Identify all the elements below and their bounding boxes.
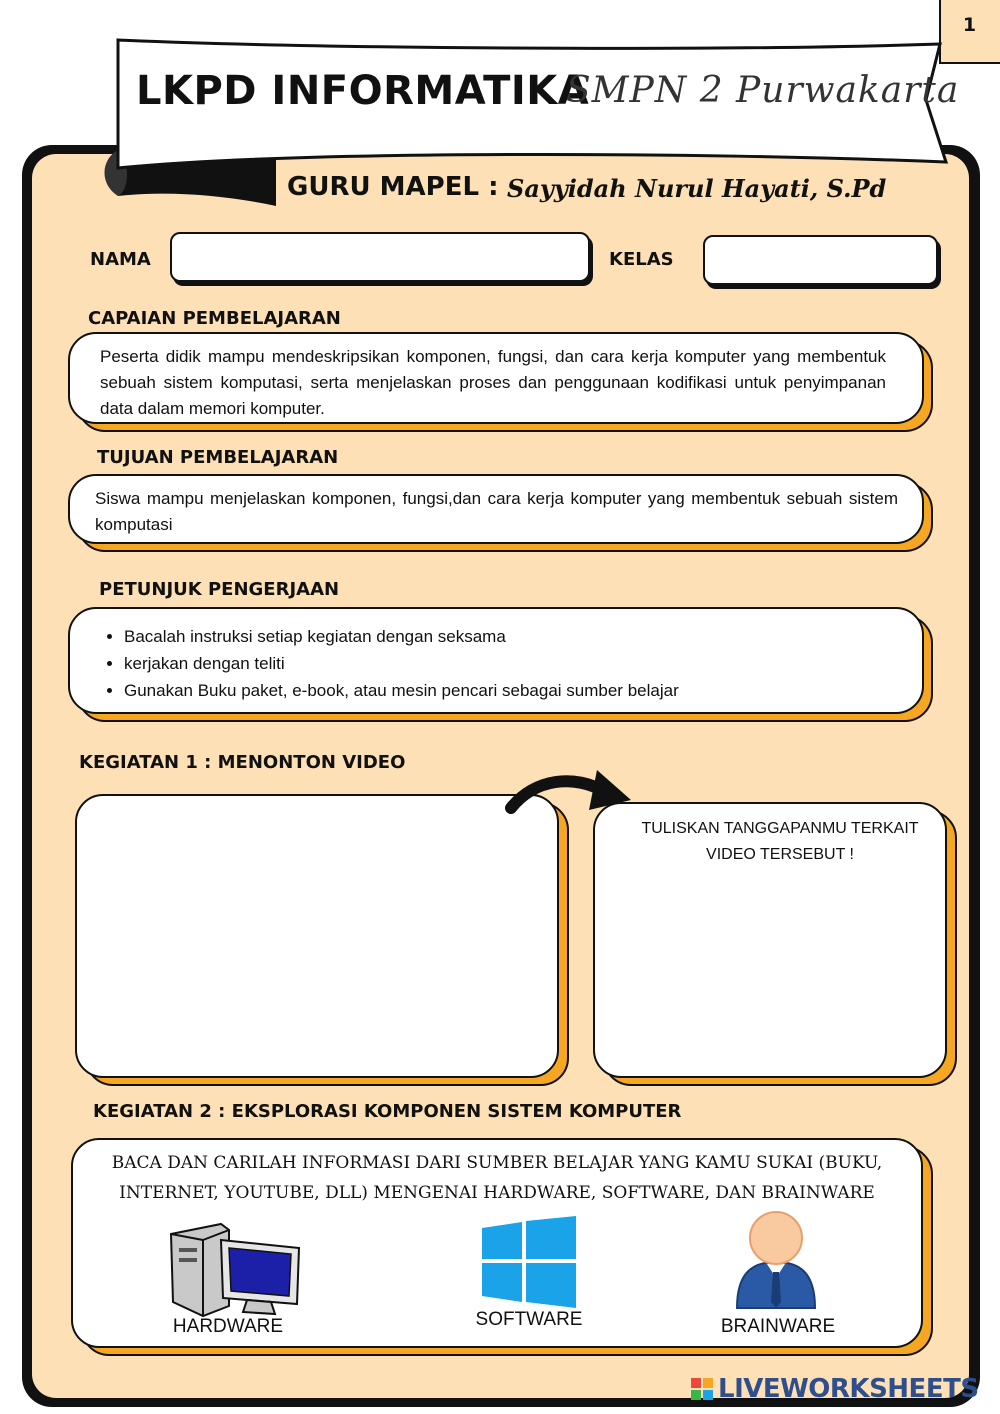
computer-icon bbox=[163, 1218, 305, 1318]
school-name: SMPN 2 Purwakarta bbox=[566, 70, 960, 111]
capaian-heading: CAPAIAN PEMBELAJARAN bbox=[88, 308, 341, 329]
tujuan-card bbox=[68, 474, 924, 544]
hardware-label: HARDWARE bbox=[172, 1316, 284, 1337]
explore-instruction: BACA DAN CARILAH INFORMASI DARI SUMBER BELAJAR YANG KAMU SUKAI (BUKU, INTERNET, YOUTUBE, DLL) MENGENAI HARDWARE, SOFTWARE, DAN BRAINWARE bbox=[111, 1153, 883, 1203]
video-box[interactable] bbox=[75, 794, 559, 1078]
tujuan-heading: TUJUAN PEMBELAJARAN bbox=[97, 447, 339, 468]
kelas-input[interactable] bbox=[703, 235, 938, 285]
capaian-text: Peserta didik mampu mendeskripsikan komponen, fungsi, dan cara kerja komputer yang membentuk sebuah sistem komputasi, serta menjelaskan proses dan penggunaan kodifikasi untuk penyimpanan data dalam memori komputer. bbox=[100, 347, 886, 418]
liveworksheets-logo-icon bbox=[690, 1377, 714, 1401]
kegiatan1-heading: KEGIATAN 1 : MENONTON VIDEO bbox=[79, 752, 406, 773]
teacher-label: GURU MAPEL : bbox=[287, 172, 499, 202]
software-label: SOFTWARE bbox=[475, 1309, 583, 1330]
list-item: • Gunakan Buku paket, e-book, atau mesin pencari sebagai sumber belajar bbox=[124, 677, 902, 704]
kegiatan2-heading: KEGIATAN 2 : EKSPLORASI KOMPONEN SISTEM KOMPUTER bbox=[93, 1101, 682, 1122]
nama-input[interactable] bbox=[170, 232, 590, 282]
windows-logo-icon bbox=[482, 1216, 576, 1308]
brainware-label: BRAINWARE bbox=[720, 1316, 836, 1337]
list-item: • kerjakan dengan teliti bbox=[124, 650, 902, 677]
petunjuk-list bbox=[100, 623, 902, 704]
person-icon bbox=[733, 1210, 819, 1310]
response-prompt: TULISKAN TANGGAPANMU TERKAIT VIDEO TERSEBUT ! bbox=[641, 820, 919, 863]
list-item: • Bacalah instruksi setiap kegiatan dengan seksama bbox=[124, 623, 902, 650]
liveworksheets-watermark[interactable]: LIVEWORKSHEETS bbox=[718, 1374, 979, 1404]
petunjuk-heading: PETUNJUK PENGERJAAN bbox=[99, 579, 340, 600]
tujuan-text: Siswa mampu menjelaskan komponen, fungsi,dan cara kerja komputer yang membentuk sebuah sistem komputasi bbox=[95, 489, 898, 534]
worksheet-title: LKPD INFORMATIKA bbox=[136, 68, 590, 114]
response-box[interactable] bbox=[593, 802, 947, 1078]
teacher-name: Sayyidah Nurul Hayati, S.Pd bbox=[507, 174, 887, 203]
capaian-card bbox=[68, 332, 924, 424]
kelas-label: KELAS bbox=[609, 249, 674, 270]
nama-label: NAMA bbox=[90, 249, 151, 270]
petunjuk-card bbox=[68, 607, 924, 714]
page-number: 1 bbox=[962, 14, 977, 36]
